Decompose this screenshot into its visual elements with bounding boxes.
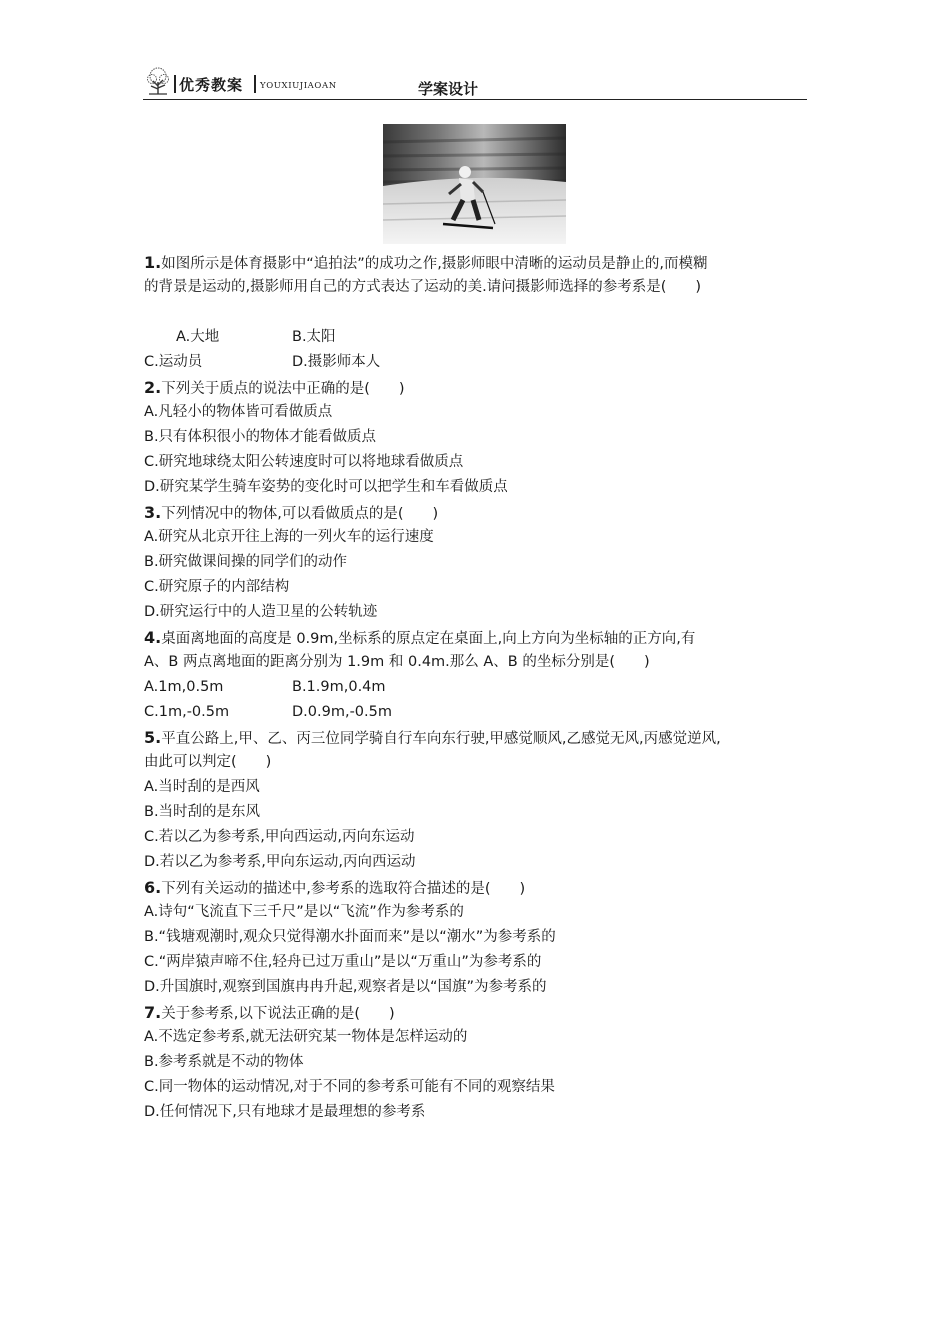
option-c: C.1m,-0.5m	[144, 704, 230, 720]
question-stem-line	[144, 1000, 808, 1025]
option-d: D.0.9m,-0.5m	[292, 704, 392, 720]
option-c: C.若以乙为参考系,甲向西运动,丙向东运动	[144, 829, 415, 845]
question-text: 平直公路上,甲、乙、丙三位同学骑自行车向东行驶,甲感觉顺风,乙感觉无风,丙感觉逆风,	[161, 731, 721, 747]
question-5	[144, 725, 808, 875]
option-b: B.太阳	[292, 329, 336, 345]
question-text: 下列有关运动的描述中,参考系的选取符合描述的是( )	[161, 881, 526, 897]
option-c: C.运动员	[144, 354, 203, 370]
logo-divider	[174, 75, 176, 93]
option-row	[144, 350, 808, 375]
header-rule	[143, 99, 807, 100]
question-stem-line	[144, 650, 808, 675]
page-header	[143, 66, 807, 100]
logo-text: 优秀教案	[179, 76, 244, 94]
question-number: 7.	[144, 1003, 162, 1022]
option-b: B.只有体积很小的物体才能看做质点	[144, 429, 377, 445]
question-stem-line	[144, 875, 808, 900]
option-a: A.当时刮的是西风	[144, 779, 260, 795]
logo-subtext: YOUXIUJIAOAN	[260, 81, 337, 91]
option-c: C.“两岸猿声啼不住,轻舟已过万重山”是以“万重山”为参考系的	[144, 954, 542, 970]
option-d: D.研究某学生骑车姿势的变化时可以把学生和车看做质点	[144, 479, 508, 495]
question-text: 由此可以判定( )	[144, 754, 272, 770]
question-stem-line	[144, 750, 808, 775]
skier-photo	[383, 124, 566, 244]
question-number: 5.	[144, 728, 162, 747]
question-stem-line	[144, 625, 808, 650]
question-3	[144, 500, 808, 625]
option-d: D.若以乙为参考系,甲向东运动,丙向西运动	[144, 854, 416, 870]
option-d: D.任何情况下,只有地球才是最理想的参考系	[144, 1104, 426, 1120]
option-a: A.诗句“飞流直下三千尺”是以“飞流”作为参考系的	[144, 904, 464, 920]
question-stem-line	[144, 275, 808, 300]
question-stem-line	[144, 725, 808, 750]
question-text: A、B 两点离地面的距离分别为 1.9m 和 0.4m.那么 A、B 的坐标分别是( )	[144, 654, 650, 670]
option-row	[144, 675, 808, 700]
question-text: 下列情况中的物体,可以看做质点的是( )	[161, 506, 439, 522]
option-row	[144, 325, 808, 350]
question-stem-line	[144, 375, 808, 400]
option-b: B.研究做课间操的同学们的动作	[144, 554, 348, 570]
option-row	[144, 700, 808, 725]
question-stem-line	[144, 250, 808, 275]
option-d: D.摄影师本人	[292, 354, 381, 370]
option-d: D.研究运行中的人造卫星的公转轨迹	[144, 604, 378, 620]
option-d: D.升国旗时,观察到国旗冉冉升起,观察者是以“国旗”为参考系的	[144, 979, 547, 995]
question-number: 1.	[144, 253, 162, 272]
option-a: A.大地	[176, 329, 220, 345]
option-b: B.1.9m,0.4m	[292, 679, 386, 695]
question-2	[144, 375, 808, 500]
question-text: 下列关于质点的说法中正确的是( )	[161, 381, 405, 397]
option-c: C.研究原子的内部结构	[144, 579, 290, 595]
option-b: B.当时刮的是东风	[144, 804, 261, 820]
question-number: 6.	[144, 878, 162, 897]
question-7	[144, 1000, 808, 1125]
question-1	[144, 250, 808, 375]
question-stem-line	[144, 500, 808, 525]
question-list	[144, 250, 808, 1125]
option-a: A.凡轻小的物体皆可看做质点	[144, 404, 333, 420]
question-text: 如图所示是体育摄影中“追拍法”的成功之作,摄影师眼中清晰的运动员是静止的,而模糊	[161, 256, 708, 272]
question-text: 桌面离地面的高度是 0.9m,坐标系的原点定在桌面上,向上方向为坐标轴的正方向,有	[161, 631, 696, 647]
option-a: A.研究从北京开往上海的一列火车的运行速度	[144, 529, 434, 545]
option-b: B.参考系就是不动的物体	[144, 1054, 304, 1070]
page-title: 学案设计	[418, 80, 479, 98]
option-b: B.“钱塘观潮时,观众只觉得潮水扑面而来”是以“潮水”为参考系的	[144, 929, 556, 945]
logo-divider	[254, 75, 256, 93]
option-a: A.1m,0.5m	[144, 679, 224, 695]
question-text: 关于参考系,以下说法正确的是( )	[161, 1006, 395, 1022]
option-c: C.同一物体的运动情况,对于不同的参考系可能有不同的观察结果	[144, 1079, 555, 1095]
question-number: 3.	[144, 503, 162, 522]
option-a: A.不选定参考系,就无法研究某一物体是怎样运动的	[144, 1029, 468, 1045]
tree-logo-icon	[143, 66, 173, 96]
question-text: 的背景是运动的,摄影师用自己的方式表达了运动的美.请问摄影师选择的参考系是( )	[144, 279, 702, 295]
question-number: 4.	[144, 628, 162, 647]
question-number: 2.	[144, 378, 162, 397]
question-6	[144, 875, 808, 1000]
option-c: C.研究地球绕太阳公转速度时可以将地球看做质点	[144, 454, 464, 470]
question-4	[144, 625, 808, 725]
